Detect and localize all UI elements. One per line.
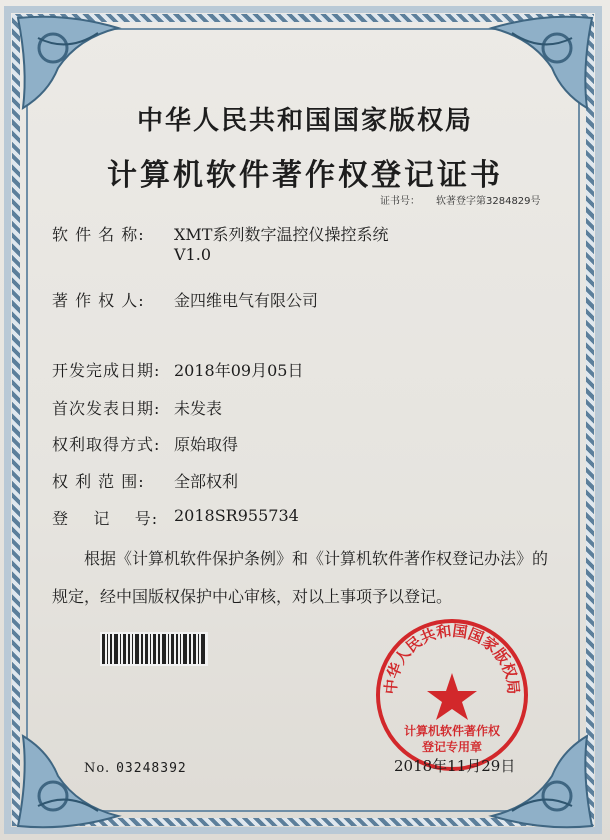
field-software-name: [52, 222, 534, 264]
seal-line1: 计算机软件著作权: [403, 724, 501, 738]
field-registration-number: [52, 506, 534, 529]
qr-barcode: [100, 632, 208, 666]
statement-line2: 规定，经中国版权保护中心审核，对以上事项予以登记。: [52, 587, 453, 606]
seal-star-icon: [427, 673, 477, 720]
field-publish-date: [52, 396, 534, 419]
official-seal: [372, 615, 532, 775]
serial-value: 03248392: [116, 761, 187, 776]
serial-number: [84, 761, 187, 776]
certificate-number-label: 证书号：: [380, 196, 420, 207]
software-name-line1: XMT系列数字温控仪操控系统: [174, 225, 389, 244]
field-label: 首次发表日期:: [52, 399, 161, 418]
field-label: 权利取得方式:: [52, 435, 161, 454]
field-acquisition-method: [52, 432, 534, 455]
software-name-line2: V1.0: [174, 245, 211, 264]
serial-label: No.: [84, 761, 111, 776]
corner-ornament-bottom-left: [8, 726, 128, 836]
field-rights-scope: [52, 469, 534, 492]
certificate-title: 计算机软件著作权登记证书: [107, 158, 503, 193]
statement-line1: 根据《计算机软件保护条例》和《计算机软件著作权登记办法》的: [84, 549, 549, 568]
certificate-number-value: 软著登字第3284829号: [436, 196, 541, 207]
field-value: 原始取得: [174, 435, 239, 454]
field-label: 登 记 号:: [52, 509, 159, 528]
field-value: 2018年09月05日: [174, 361, 304, 380]
issue-date: 2018年11月29日: [394, 757, 516, 775]
field-value: 全部权利: [174, 472, 239, 491]
field-label: 权 利 范 围:: [52, 472, 145, 491]
issuing-authority: 中华人民共和国国家版权局: [136, 106, 473, 136]
field-value: [174, 222, 534, 264]
certificate-number: [380, 192, 541, 207]
seal-line2: 登记专用章: [421, 740, 483, 754]
field-value: 未发表: [174, 399, 223, 418]
field-value: 2018SR955734: [174, 506, 299, 525]
seal-arc-text: 中华人民共和国国家版权局: [381, 621, 523, 695]
field-label: 著 作 权 人:: [52, 291, 145, 310]
field-label: 软 件 名 称:: [52, 225, 145, 244]
field-completion-date: [52, 358, 534, 381]
field-value: 金四维电气有限公司: [174, 291, 319, 310]
field-copyright-owner: [52, 288, 534, 311]
field-label: 开发完成日期:: [52, 361, 161, 380]
statement-paragraph: [52, 540, 582, 616]
